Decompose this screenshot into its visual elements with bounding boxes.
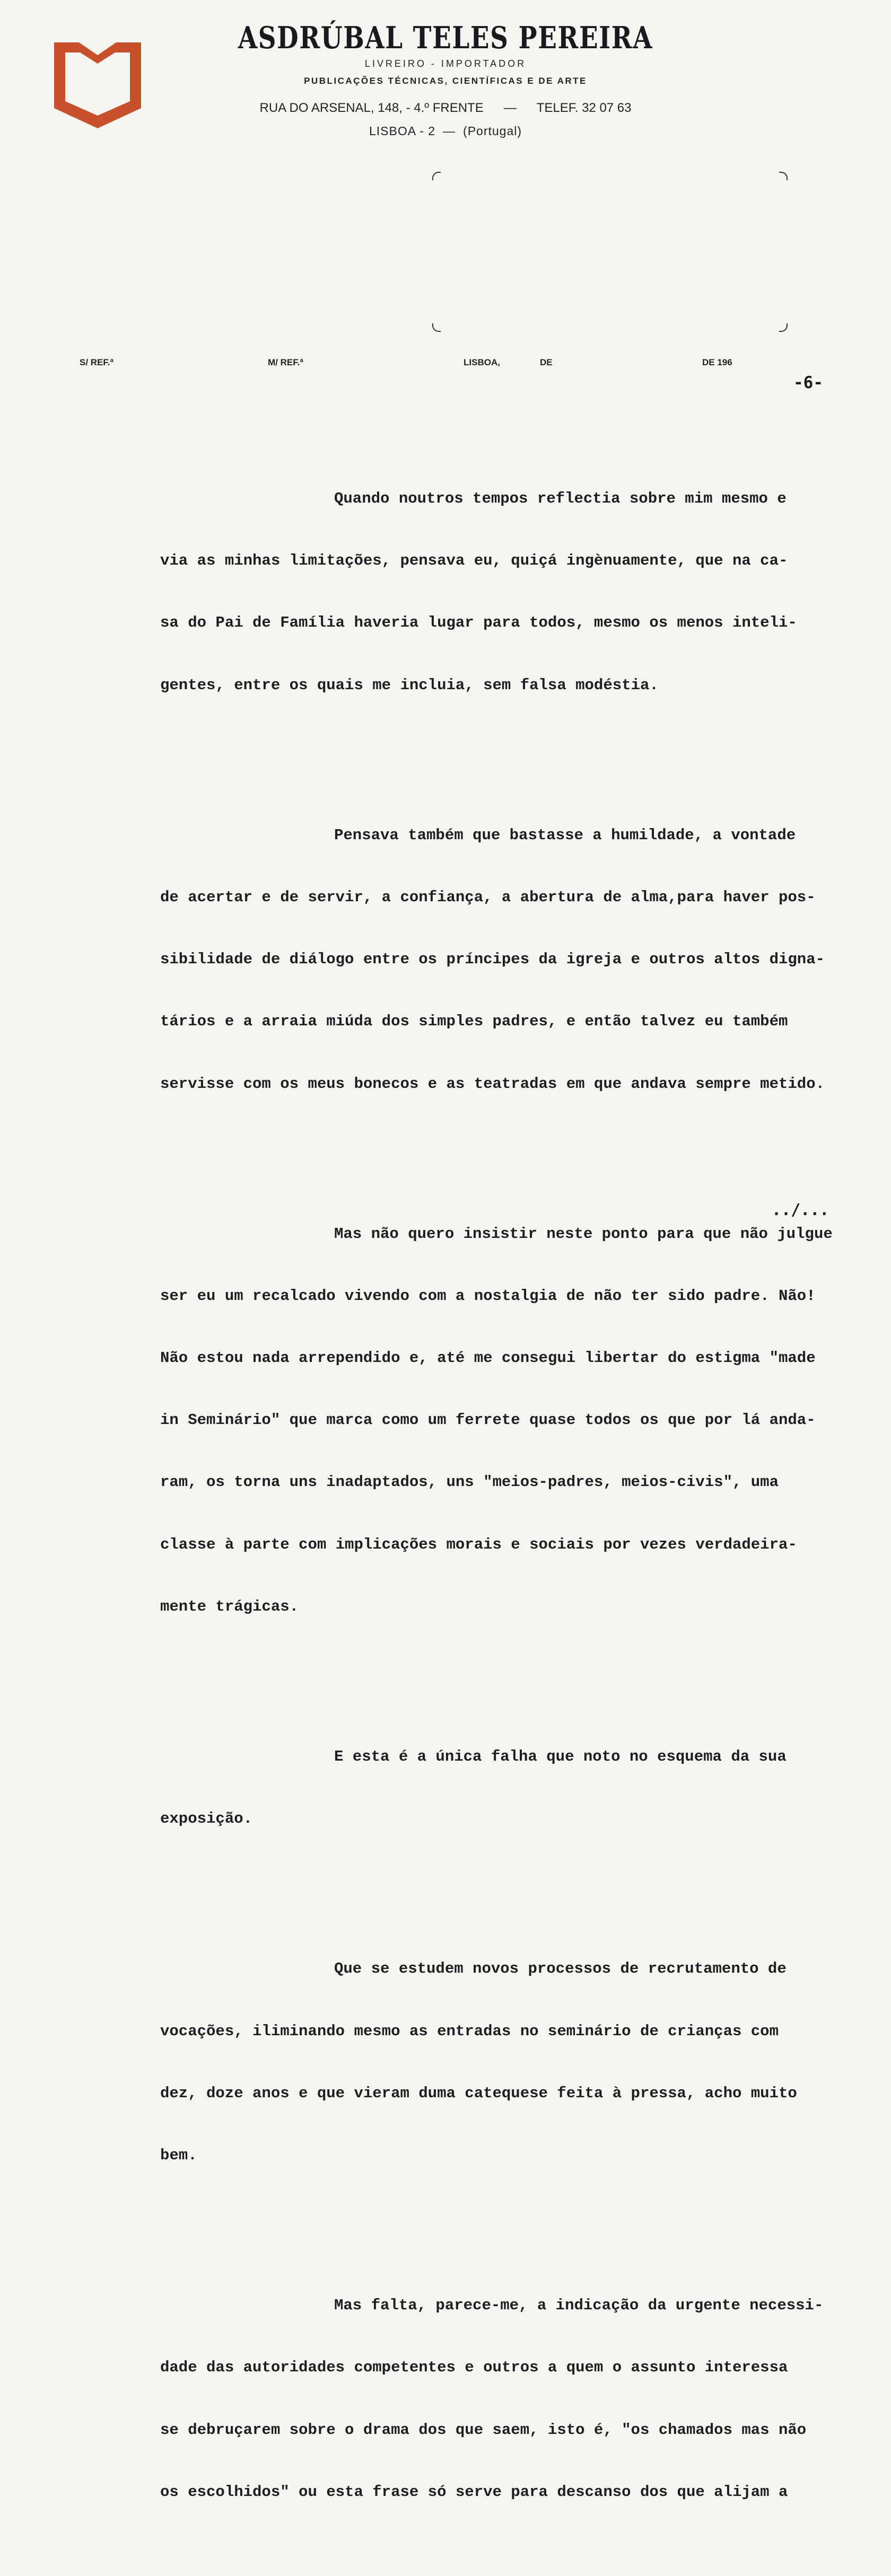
text-line: dez, doze anos e que vieram duma catequese feita à pressa, acho muito — [160, 2084, 797, 2102]
our-reference-label: M/ REF.ª — [268, 357, 303, 367]
text-line: vocações, iliminando mesmo as entradas no seminário de crianças com — [160, 2022, 779, 2040]
company-specialty: PUBLICAÇÕES TÉCNICAS, CIENTÍFICAS E DE ARTE — [304, 76, 587, 86]
company-name: ASDRÚBAL TELES PEREIRA — [238, 20, 653, 56]
paragraph — [160, 1920, 860, 2204]
text-line: gentes, entre os quais me incluia, sem falsa modéstia. — [160, 676, 659, 694]
text-line: exposição. — [160, 1810, 253, 1828]
continuation-mark: ../... — [772, 1201, 829, 1219]
your-reference-label: S/ REF.ª — [80, 357, 113, 367]
city: LISBOA - 2 — [369, 124, 436, 138]
text-line: sa do Pai de Família haveria lugar para todos, mesmo os menos inteli- — [160, 614, 797, 632]
text-line: classe à parte com implicações morais e sociais por vezes verdadeira- — [160, 1535, 797, 1553]
phone-number: TELEF. 32 07 63 — [536, 101, 632, 115]
text-line: Pensava também que bastasse a humildade, a vontade — [334, 826, 796, 844]
text-line: se debruçarem sobre o drama dos que saem, isto é, "os chamados mas não — [160, 2421, 807, 2439]
text-line: E esta é a única falha que noto no esquema da sua — [334, 1748, 787, 1765]
text-line: de acertar e de servir, a confiança, a abertura de alma,para haver pos- — [160, 888, 816, 906]
paragraph — [160, 1708, 860, 1867]
separator-dash: — — [443, 124, 456, 138]
text-line: os escolhidos" ou esta frase só serve para descanso dos que alijam a — [160, 2483, 788, 2501]
address-window-corner-bottom-left — [432, 323, 441, 332]
text-line: tários e a arraia miúda dos simples padres, e então talvez eu também — [160, 1013, 788, 1031]
text-line: ser eu um recalcado vivendo com a nostalgia de não ter sido padre. Não! — [160, 1287, 816, 1305]
text-line: bem. — [160, 2146, 197, 2164]
text-line: Não estou nada arrependido e, até me consegui libertar do estigma "made — [160, 1349, 816, 1367]
page-number: -6- — [793, 373, 823, 392]
date-year-label: DE 196 — [702, 357, 732, 367]
text-line: Mas falta, parece-me, a indicação da urgente necessi- — [334, 2297, 824, 2315]
text-line: servisse com os meus bonecos e as teatradas em que andava sempre metido. — [160, 1075, 825, 1093]
letter-body — [160, 415, 860, 2576]
text-line: Quando noutros tempos reflectia sobre mim mesmo e — [334, 490, 787, 507]
company-address-line — [0, 101, 891, 116]
date-place-label: LISBOA, — [464, 357, 500, 367]
paragraph — [160, 450, 860, 734]
country: (Portugal) — [463, 124, 522, 138]
address-window-corner-top-right — [779, 172, 788, 180]
company-city-line — [0, 124, 891, 138]
text-line: in Seminário" que marca como um ferrete quase todos os que por lá anda- — [160, 1411, 816, 1429]
separator-dash: — — [503, 101, 517, 115]
street-address: RUA DO ARSENAL, 148, - 4.º FRENTE — [259, 101, 484, 115]
date-month-label: DE — [540, 357, 553, 367]
text-line: ram, os torna uns inadaptados, uns "meios-padres, meios-civis", uma — [160, 1473, 779, 1491]
text-line: Mas não quero insistir neste ponto para que não julgue — [334, 1225, 833, 1243]
text-line: mente trágicas. — [160, 1597, 299, 1615]
address-window-corner-top-left — [432, 172, 441, 180]
company-trade: LIVREIRO - IMPORTADOR — [364, 58, 527, 69]
paragraph — [160, 787, 860, 1132]
paragraph — [160, 1185, 860, 1655]
paragraph — [160, 2257, 860, 2540]
text-line: dade das autoridades competentes e outros a quem o assunto interessa — [160, 2359, 788, 2377]
text-line: sibilidade de diálogo entre os príncipes da igreja e outros altos digna- — [160, 951, 825, 969]
address-window-corner-bottom-right — [779, 323, 788, 332]
text-line: via as minhas limitações, pensava eu, quiçá ingènuamente, que na ca- — [160, 552, 788, 570]
text-line: Que se estudem novos processos de recrutamento de — [334, 1960, 787, 1978]
